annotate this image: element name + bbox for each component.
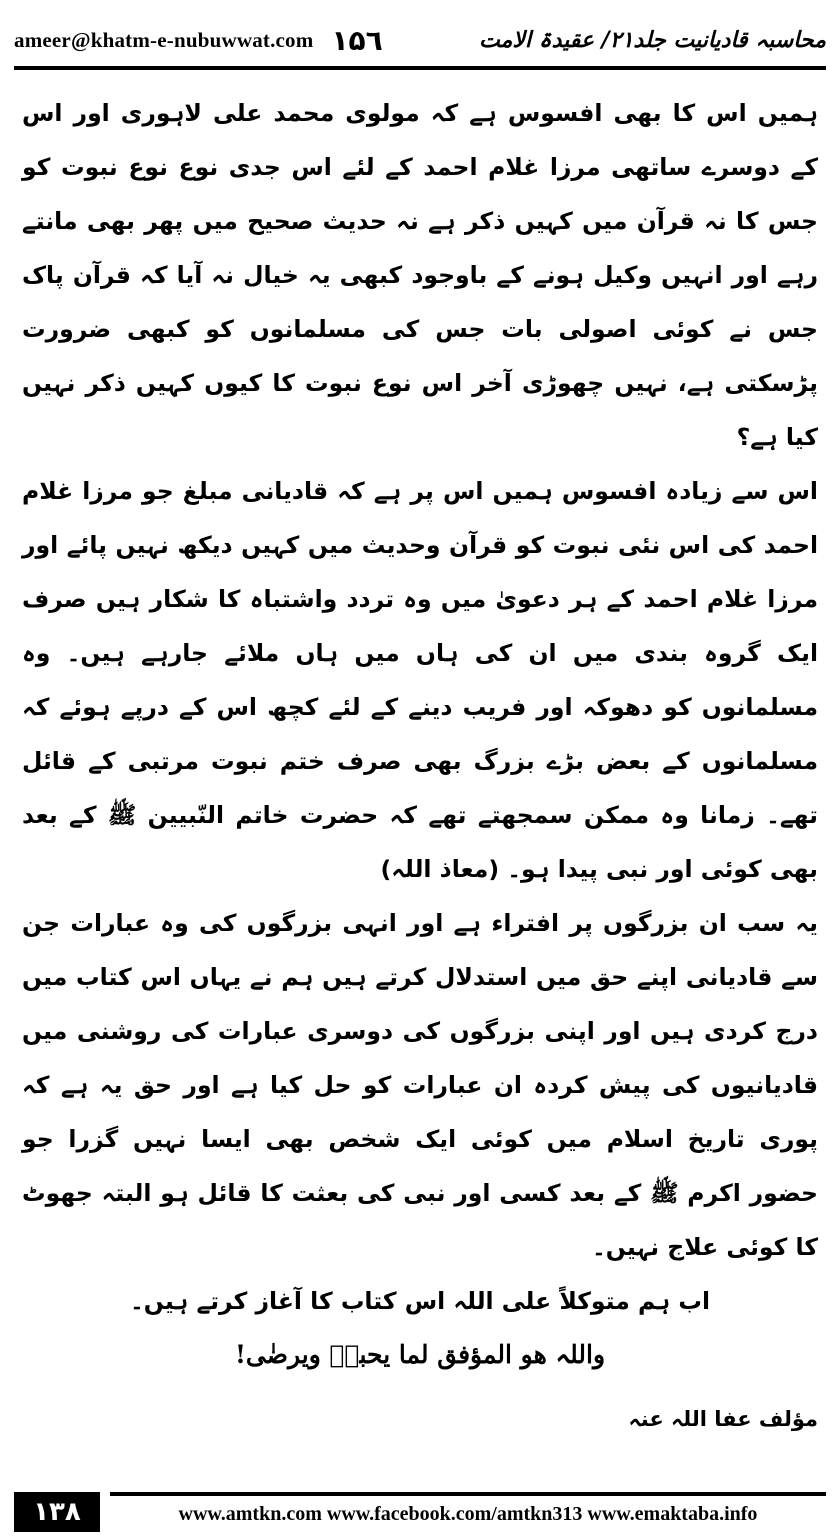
header-rule (14, 66, 826, 70)
author-signature: مؤلف عفا اللہ عنہ (628, 1407, 818, 1431)
arabic-dua-line: واللہ ھو المؤفق لما یحبہٗ ویرضٰی! (234, 1340, 606, 1369)
page-header (14, 18, 826, 62)
closing-line: اب ہم متوکلاً علی اللہ اس کتاب کا آغاز کرتے ہیں۔ (129, 1287, 711, 1315)
header-email: ameer@khatm-e-nubuwwat.com (14, 27, 314, 52)
header-running-title: محاسبہ قادیانیت جلد۲۱/ عقیدۃ الامت (479, 27, 826, 53)
footer-page-number: ۱۳۸ (14, 1492, 100, 1532)
paragraph-1: ہمیں اس کا بھی افسوس ہے کہ مولوی محمد علی لاہوری اور اس کے دوسرے ساتھی مرزا غلام احمد کے لئے اس جدی نوع نوع نبوت کو جس کا نہ قرآن میں کہیں ذکر ہے نہ حدیث صحیح میں پھر بھی مانتے رہے اور انہیں وکیل ہونے کے باوجود کبھی یہ خیال نہ آیا کہ قرآن پاک جس نے کوئی اصولی بات جس کی مسلمانوں کو کبھی ضرورت پڑسکتی ہے، نہیں چھوڑی آخر اس نوع نبوت کا کیوں کہیں ذکر نہیں کیا ہے؟ (22, 99, 818, 451)
footer-website-links: www.amtkn.com www.facebook.com/amtkn313 www.emaktaba.info (110, 1492, 826, 1532)
header-left-group (14, 24, 383, 57)
paragraph-2: اس سے زیادہ افسوس ہمیں اس پر ہے کہ قادیانی مبلغ جو مرزا غلام احمد کی اس نئی نبوت کو قرآن وحدیث میں کہیں دیکھ نہیں پائے اور مرزا غلام احمد کے ہر دعویٰ میں وہ تردد واشتباہ کا شکار ہیں صرف ایک گروہ بندی میں ان کی ہاں میں ہاں ملائے جارہے ہیں۔ وہ مسلمانوں کو دھوکہ اور فریب دینے کے لئے کچھ اس کے درپے ہوئے کہ مسلمانوں کے بعض بڑے بزرگ بھی صرف ختم نبوت مرتبی کے قائل تھے۔ زمانا وہ ممکن سمجھتے تھے کہ حضرت خاتم النّبیین ﷺ کے بعد بھی کوئی اور نبی پیدا ہو۔ (معاذ اللہ) (22, 477, 818, 883)
main-text (22, 86, 818, 1446)
page-footer (14, 1492, 826, 1532)
header-page-number: ۱۵٦ (331, 23, 383, 57)
paragraph-3: یہ سب ان بزرگوں پر افتراء ہے اور انہی بزرگوں کی وہ عبارات جن سے قادیانی اپنے حق میں استدلال کرتے ہیں ہم نے یہاں اس کتاب میں درج کردی ہیں اور اپنی بزرگوں کی دوسری عبارات کی روشنی میں قادیانیوں کی پیش کردہ ان عبارات کو حل کیا ہے اور حق یہ ہے کہ پوری تاریخ اسلام میں کوئی ایک شخص بھی ایسا نہیں گزرا جو حضور اکرم ﷺ کے بعد کسی اور نبی کی بعثت کا قائل ہو البتہ جھوٹ کا کوئی علاج نہیں۔ (22, 909, 818, 1261)
